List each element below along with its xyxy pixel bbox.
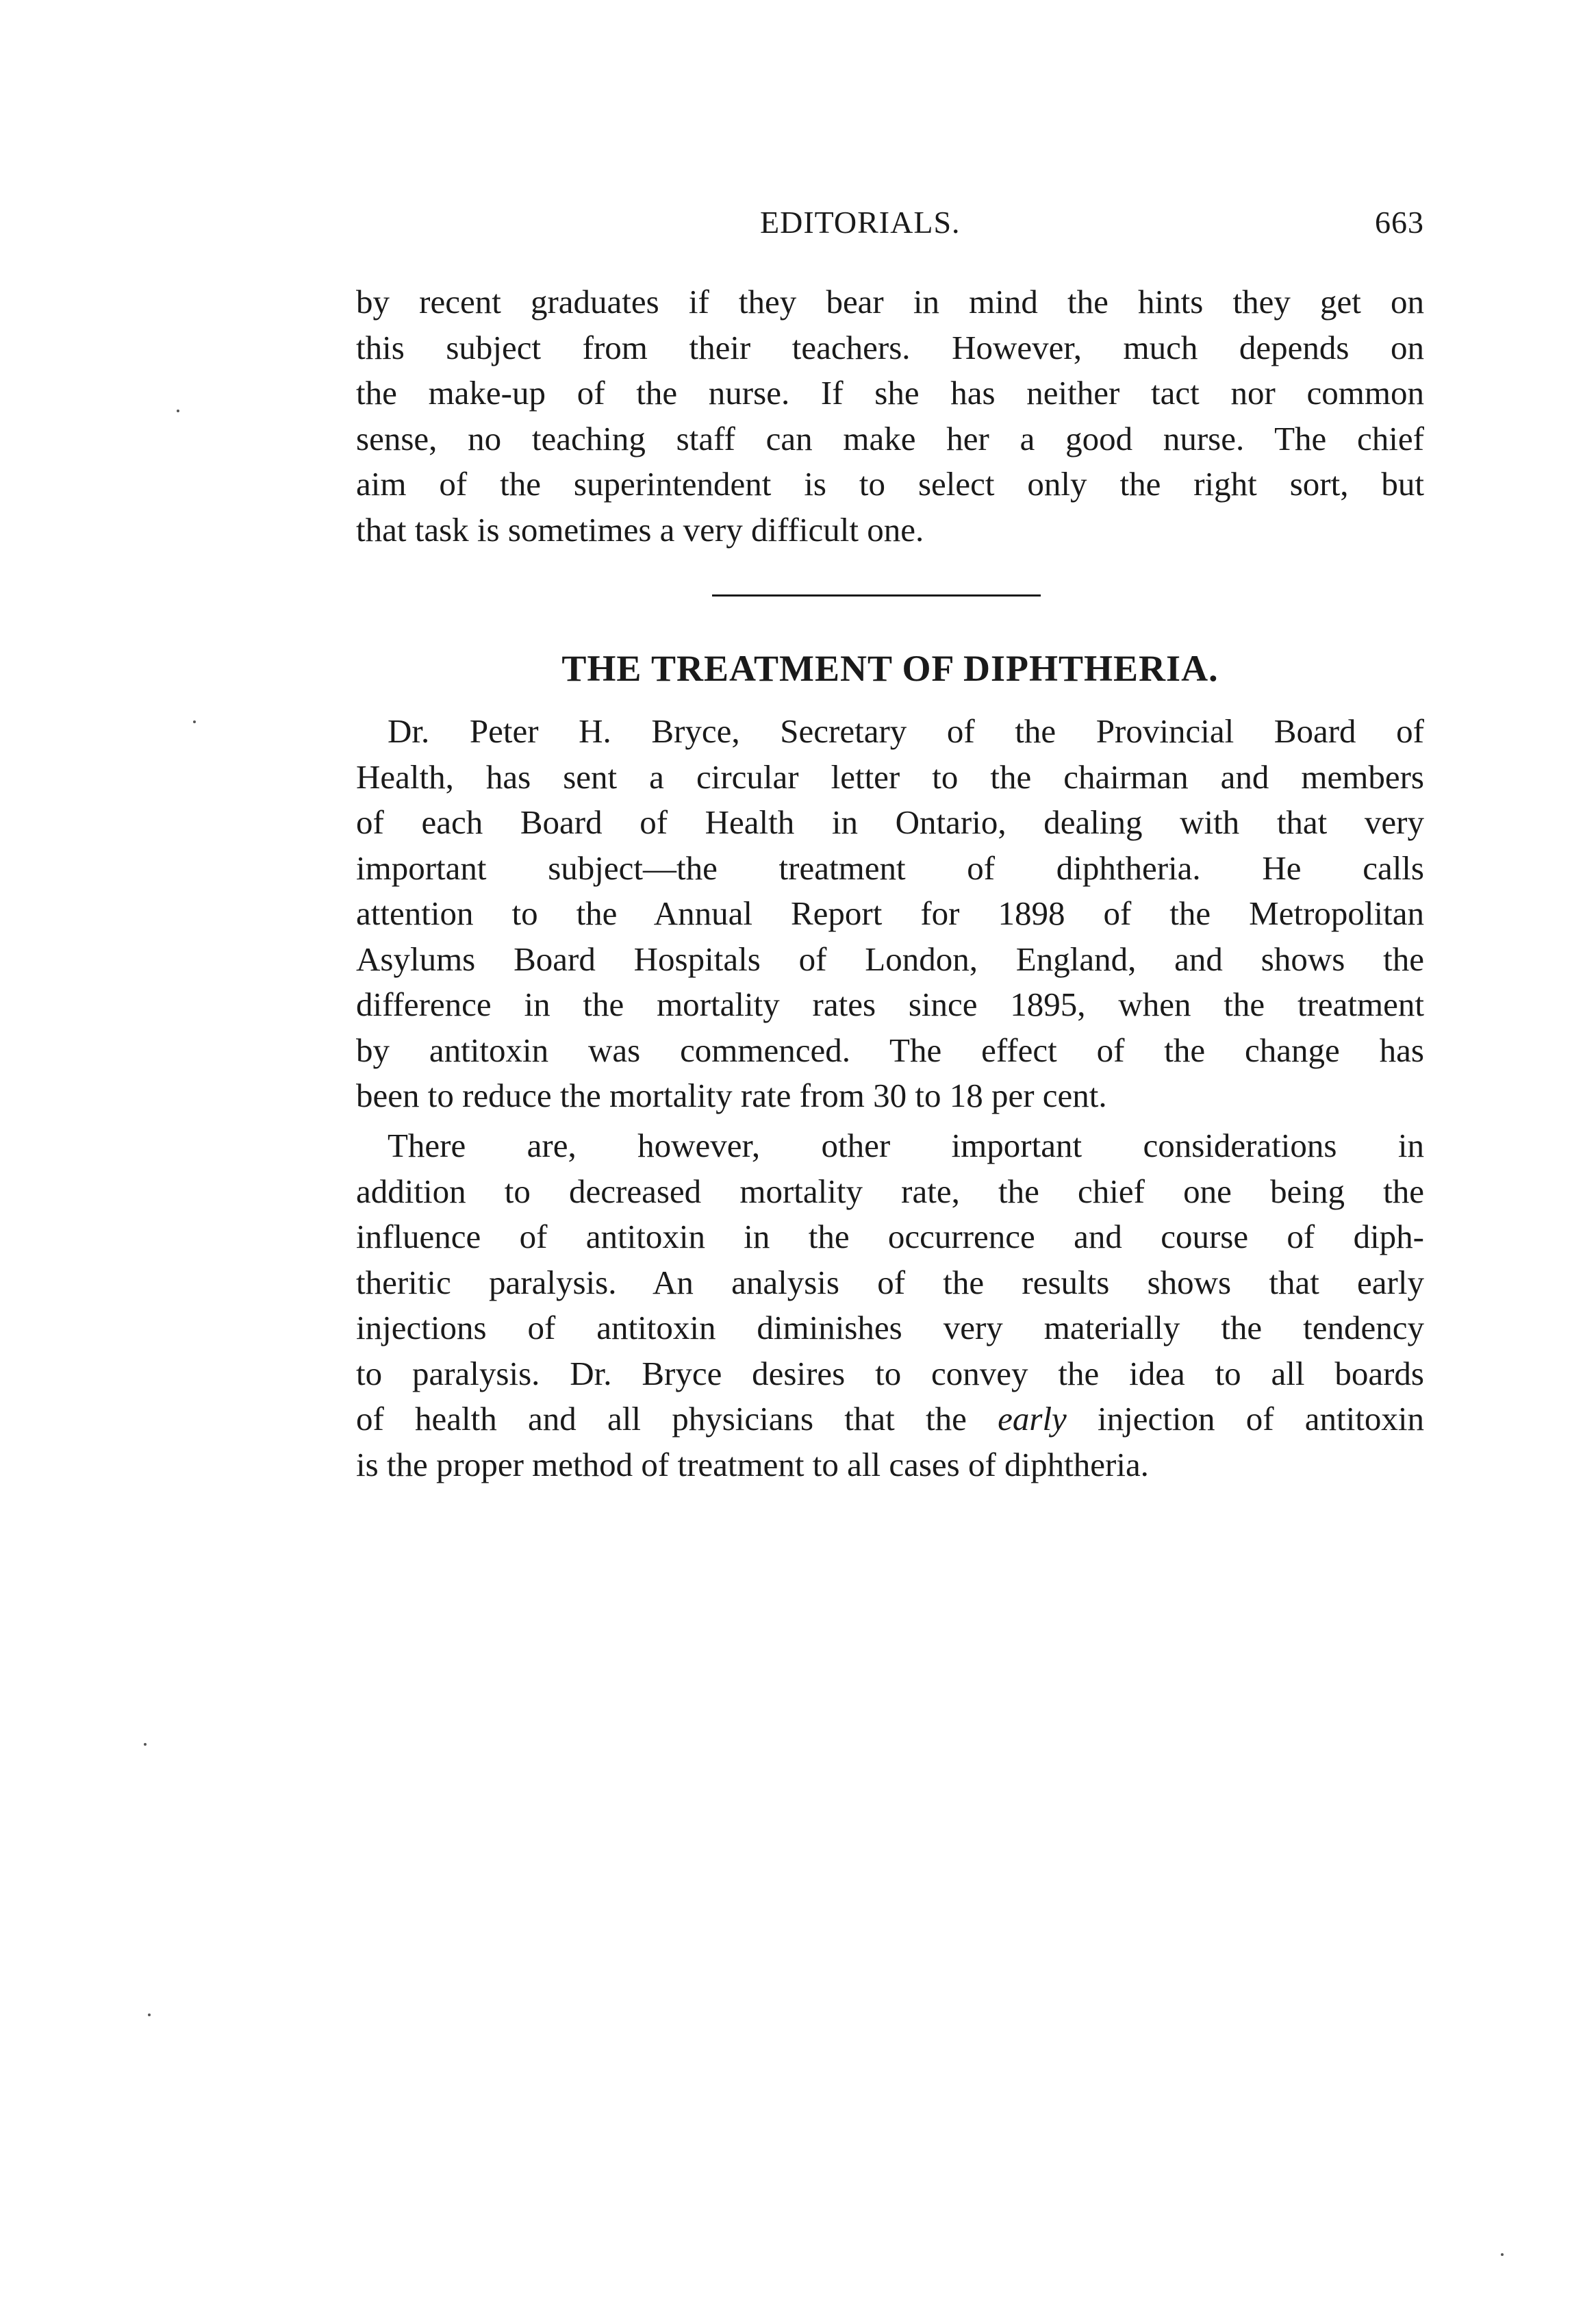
emphasis-word: early [998,1400,1067,1438]
scan-speck [1501,2253,1504,2256]
text-line: Health, has sent a circular letter to the chairman and members [356,757,1424,796]
text-line: Dr. Peter H. Bryce, Secretary of the Provincial Board of [388,712,1424,750]
scan-speck [193,720,196,723]
text-segment: of health and all physicians that the [356,1400,998,1438]
text-line: difference in the mortality rates since 1895, when the treatment [356,986,1424,1023]
text-line: aim of the superintendent is to select only the right sort, but [356,465,1424,503]
text-line: attention to the Annual Report for 1898 of the Metropolitan [356,894,1424,932]
scan-speck [144,1743,147,1746]
text-line: addition to decreased mortality rate, the chief one being the [356,1172,1424,1210]
text-segment: injection of antitoxin [1066,1400,1424,1438]
text-line: important subject—the treatment of diphtheria. He calls [356,849,1424,887]
text-line: theritic paralysis. An analysis of the results shows that early [356,1263,1424,1301]
text-line: the make-up of the nurse. If she has neither tact nor common [356,374,1424,412]
section-paragraph-2 [356,1123,1424,1488]
text-line: influence of antitoxin in the occurrence and course of diph- [356,1218,1424,1255]
section-title: THE TREATMENT OF DIPHTHERIA. [561,648,1219,689]
scan-speck [148,2013,151,2016]
text-line: to paralysis. Dr. Bryce desires to convey the idea to all boards [356,1354,1424,1392]
text-line: by antitoxin was commenced. The effect of the change has [356,1031,1424,1069]
text-line: sense, no teaching staff can make her a good nurse. The chief [356,419,1424,457]
page-number: 663 [1375,205,1424,240]
text-line: is the proper method of treatment to all cases of diphtheria. [356,1445,1149,1483]
text-line: been to reduce the mortality rate from 30 to 18 per cent. [356,1077,1107,1114]
scan-speck [177,410,179,412]
intro-paragraph [356,279,1424,553]
section-divider [712,594,1041,597]
text-line: injections of antitoxin diminishes very materially the tendency [356,1309,1424,1346]
text-line: of each Board of Health in Ontario, dealing with that very [356,803,1424,841]
text-line: There are, however, other important considerations in [388,1127,1424,1164]
running-head [356,197,1424,252]
text-line: Asylums Board Hospitals of London, England, and shows the [356,940,1424,978]
text-line: that task is sometimes a very difficult one. [356,510,924,549]
running-title: EDITORIALS. [760,205,961,240]
text-line: by recent graduates if they bear in mind the hints they get on [356,283,1424,321]
section-paragraph-1 [356,709,1424,1119]
text-line [356,1396,1424,1442]
text-line: this subject from their teachers. However, much depends on [356,328,1424,366]
